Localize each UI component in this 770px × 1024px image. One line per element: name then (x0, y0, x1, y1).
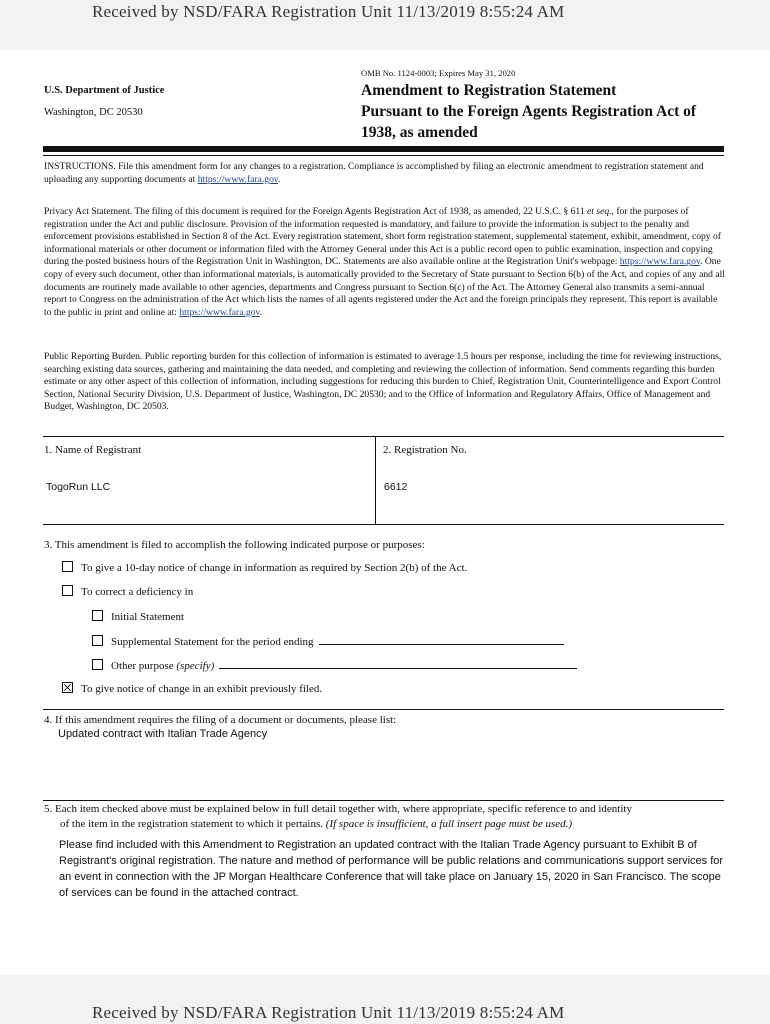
option-supplemental-statement-label: Supplemental Statement for the period ending (111, 636, 314, 648)
privacy-text-d: . (259, 306, 263, 318)
item-4-top-rule (43, 709, 724, 710)
department-location: Washington, DC 20530 (44, 107, 143, 118)
form-page (0, 50, 770, 975)
item-5-label-line-1: 5. Each item checked above must be explained below in full detail together with, where appropriate, specific reference to and identity (44, 803, 632, 815)
other-purpose-field[interactable] (219, 658, 577, 669)
option-exhibit-change-label: To give notice of change in an exhibit previously filed. (81, 683, 323, 695)
item-4-label: 4. If this amendment requires the filing of a document or documents, please list: (44, 714, 397, 726)
checkbox-supplemental-statement[interactable] (92, 635, 103, 646)
option-correct-deficiency[interactable] (62, 585, 193, 598)
department-name: U.S. Department of Justice (44, 85, 165, 96)
registration-number-value[interactable]: 6612 (384, 481, 408, 493)
privacy-text-a: Privacy Act Statement. The filing of this document is required for the Foreign Agents Registration Act of 1938, as amended, 22 U.S.C. § 611 (44, 206, 588, 217)
public-reporting-burden: Public Reporting Burden. Public reporting burden for this collection of information is estimated to average 1.5 hours per response, including the time for reviewing instructions, searching existing data sources, gathering and maintaining the data needed, and completing and reviewing the collection of information. Send comments regarding this burden estimate or any other aspect of this collection of information, including suggestions for reducing this burden to Chief, Registration Unit, Counterintelligence and Export Control Section, National Security Division, U.S. Department of Justice, Washington, DC 20530; and to the Office of Information and Regulatory Affairs, Office of Management and Budget, Washington, DC 20503. (44, 351, 722, 413)
receipt-stamp-bottom: Received by NSD/FARA Registration Unit 11/13/2019 8:55:24 AM (92, 1003, 565, 1022)
registration-number-label: 2. Registration No. (383, 444, 467, 456)
option-10-day-notice[interactable] (62, 561, 467, 574)
items-1-2-bottom-rule (43, 524, 724, 525)
item-4-value[interactable]: Updated contract with Italian Trade Agency (58, 728, 268, 740)
option-exhibit-change[interactable] (62, 682, 322, 695)
option-10-day-notice-label: To give a 10-day notice of change in information as required by Section 2(b) of the Act. (81, 562, 468, 574)
header-rule-thin (43, 155, 724, 156)
item-5-top-rule (43, 800, 724, 801)
checkbox-exhibit-change[interactable] (62, 682, 73, 693)
fara-link[interactable]: https://www.fara.gov (197, 173, 279, 185)
instructions-end: . (278, 173, 281, 185)
privacy-fara-link-2[interactable]: https://www.fara.gov (179, 306, 260, 318)
option-initial-statement-label: Initial Statement (111, 611, 185, 623)
items-1-2-top-rule (43, 436, 724, 437)
form-title (361, 80, 696, 143)
checkbox-correct-deficiency[interactable] (62, 585, 73, 596)
checkbox-initial-statement[interactable] (92, 610, 103, 621)
checkbox-other-purpose[interactable] (92, 659, 103, 670)
instructions-text (44, 161, 724, 186)
form-title-line-1: Amendment to Registration Statement (361, 82, 617, 99)
option-other-purpose-label: Other purpose (111, 660, 174, 672)
receipt-stamp-top: Received by NSD/FARA Registration Unit 11/13/2019 8:55:24 AM (92, 2, 565, 21)
registrant-name-value[interactable]: TogoRun LLC (46, 481, 111, 493)
instructions-body: INSTRUCTIONS. File this amendment form for any changes to a registration. Compliance is accomplished by filing an electronic amendment to registration statement and uploading any supporting documents at (44, 161, 704, 185)
privacy-text-b: , for the purposes of registration under the Act and public disclosure. Provision of the information requested is mandatory, and failure to provide the information is subject to the penalty and enforcement provisions established in Section 8 of the Act. Every registration statement, short form registration statement, supplemental statement, exhibit, amendment, copy of informational materials or other document or information filed with the Attorney General under this Act is a public record open to public examination, inspection and copying during the posted business hours of the Registration Unit in Washington, DC. Statements are also available online at the Registration Unit's webpage: (44, 206, 721, 268)
form-title-line-3: 1938, as amended (361, 124, 478, 141)
option-initial-statement[interactable] (92, 610, 184, 623)
checkbox-10-day-notice[interactable] (62, 561, 73, 572)
omb-number: OMB No. 1124-0003; Expires May 31, 2020 (361, 68, 516, 78)
privacy-fara-link-1[interactable]: https://www.fara.gov (619, 256, 701, 268)
form-title-line-2: Pursuant to the Foreign Agents Registration Act of (361, 103, 697, 120)
option-other-purpose-specify: (specify) (176, 660, 215, 672)
option-other-purpose[interactable] (92, 658, 577, 672)
item-3-label: 3. This amendment is filed to accomplish the following indicated purpose or purposes: (44, 539, 425, 551)
privacy-text-c: . One copy of every such document, other than informational materials, is automatically provided to the Secretary of State pursuant to Section 6(b) of the Act, and copies of any and all documents are routinely made available to other agencies, departments and Congress pursuant to Section 6(c) of the Act. The Attorney General also transmits a semi-annual report to Congress on the administration of the Act which lists the names of all agents registered under the Act and the foreign principals they represent. This report is available to the public in print and online at: (44, 256, 725, 318)
header-rule-thick (43, 146, 724, 152)
period-ending-field[interactable] (319, 634, 564, 645)
privacy-et-seq: et seq. (587, 206, 612, 217)
item-5-label-italic: (If space is insufficient, a full insert page must be used.) (325, 818, 573, 830)
item-5-explanation[interactable]: Please find included with this Amendment to Registration an updated contract with the Italian Trade Agency pursuant to Exhibit B of Registrant's original registration. The nature and method of performance will be public relations and communications support services for an event in connection with the JP Morgan Healthcare Conference that will take place on January 15, 2020 in San Francisco. The scope of services can be found in the attached contract. (59, 839, 724, 899)
privacy-act-statement (44, 206, 726, 319)
items-1-2-divider (375, 436, 376, 524)
registrant-name-label: 1. Name of Registrant (44, 444, 142, 456)
item-5-label-line-2 (60, 818, 572, 830)
option-correct-deficiency-label: To correct a deficiency in (81, 586, 194, 598)
option-supplemental-statement[interactable] (92, 634, 564, 648)
item-5-label-text: of the item in the registration statement to which it pertains. (60, 818, 326, 830)
